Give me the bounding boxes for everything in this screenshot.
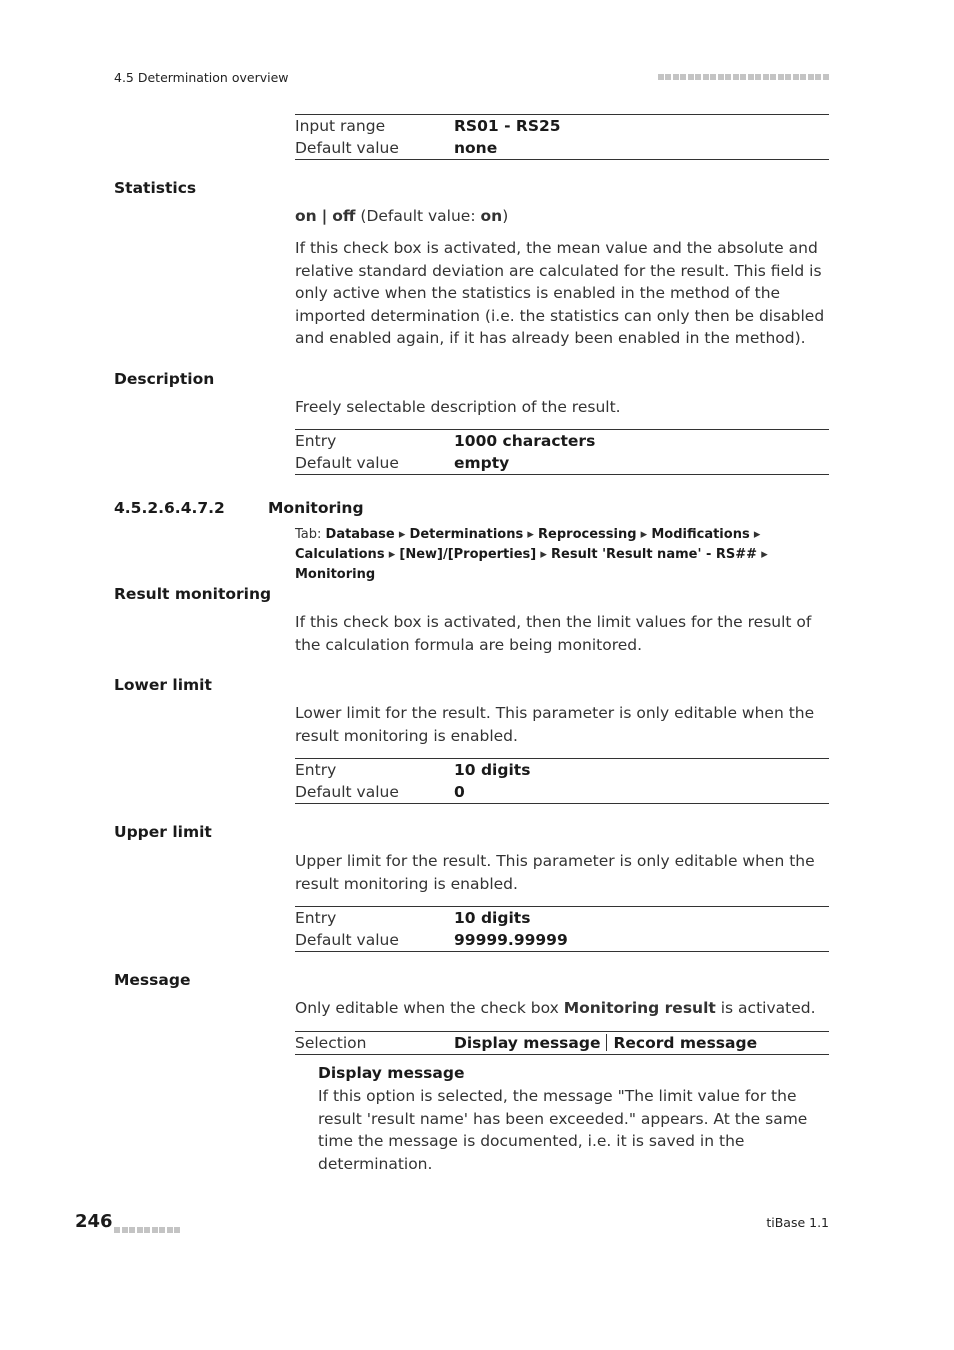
upper-limit-table <box>295 906 829 952</box>
table-row: Default value 99999.99999 <box>295 931 568 949</box>
upper-limit-text: Upper limit for the result. This parameter is only editable when the result monitoring is enabled. <box>295 852 815 893</box>
description-text: Freely selectable description of the result. <box>295 398 621 416</box>
section-title: Monitoring <box>268 499 364 517</box>
message-label: Message <box>114 971 191 989</box>
header-decoration <box>658 72 831 83</box>
table-row: Default value none <box>295 139 498 157</box>
result-monitoring-label: Result monitoring <box>114 585 272 603</box>
section-number: 4.5.2.6.4.7.2 <box>114 499 225 517</box>
footer-product: tiBase 1.1 <box>766 1215 829 1230</box>
lower-limit-table <box>295 758 829 804</box>
statistics-options: on | off (Default value: on) <box>295 207 509 225</box>
option-text: If this option is selected, the message "The limit value for the result 'result name' has been exceeded." appears. At the same time the message is documented, i.e. it is saved in the determination. <box>318 1087 808 1173</box>
table-row: Default value empty <box>295 454 510 472</box>
selection-separator <box>606 1034 607 1051</box>
table-row: Selection Display message Record message <box>295 1034 758 1052</box>
lower-limit-text: Lower limit for the result. This parameter is only editable when the result monitoring is enabled. <box>295 704 815 745</box>
lower-limit-label: Lower limit <box>114 676 212 694</box>
statistics-text: If this check box is activated, the mean value and the absolute and relative standard deviation are calculated for the result. This field is only active when the statistics is enabled in the method of the imported determination (i.e. the statistics can only then be disabled and enabled again, if it has already been enabled in the method). <box>295 239 825 347</box>
table-row: Entry 10 digits <box>295 761 531 779</box>
description-table <box>295 429 829 475</box>
table-row: Default value 0 <box>295 783 465 801</box>
page-number: 246 <box>75 1211 113 1232</box>
table-row: Input range RS01 - RS25 <box>295 117 561 135</box>
running-header: 4.5 Determination overview <box>114 70 289 85</box>
table-row: Entry 1000 characters <box>295 432 596 450</box>
table-row: Entry 10 digits <box>295 909 531 927</box>
option-title: Display message <box>318 1064 465 1082</box>
input-range-table <box>295 114 829 160</box>
result-monitoring-text: If this check box is activated, then the limit values for the result of the calculation formula are being monitored. <box>295 613 812 654</box>
footer-decoration <box>114 1218 182 1237</box>
description-label: Description <box>114 370 215 388</box>
message-selection-table <box>295 1031 829 1055</box>
upper-limit-label: Upper limit <box>114 823 212 841</box>
tab-breadcrumb: Tab: Database ▸ Determinations ▸ Reprocessing ▸ Modifications ▸ Calculations ▸ [New]/[Properties] ▸ Result 'Result name' - RS## ▸ Monitoring <box>295 527 768 582</box>
statistics-label: Statistics <box>114 179 197 197</box>
message-text: Only editable when the check box Monitoring result is activated. <box>295 999 816 1017</box>
